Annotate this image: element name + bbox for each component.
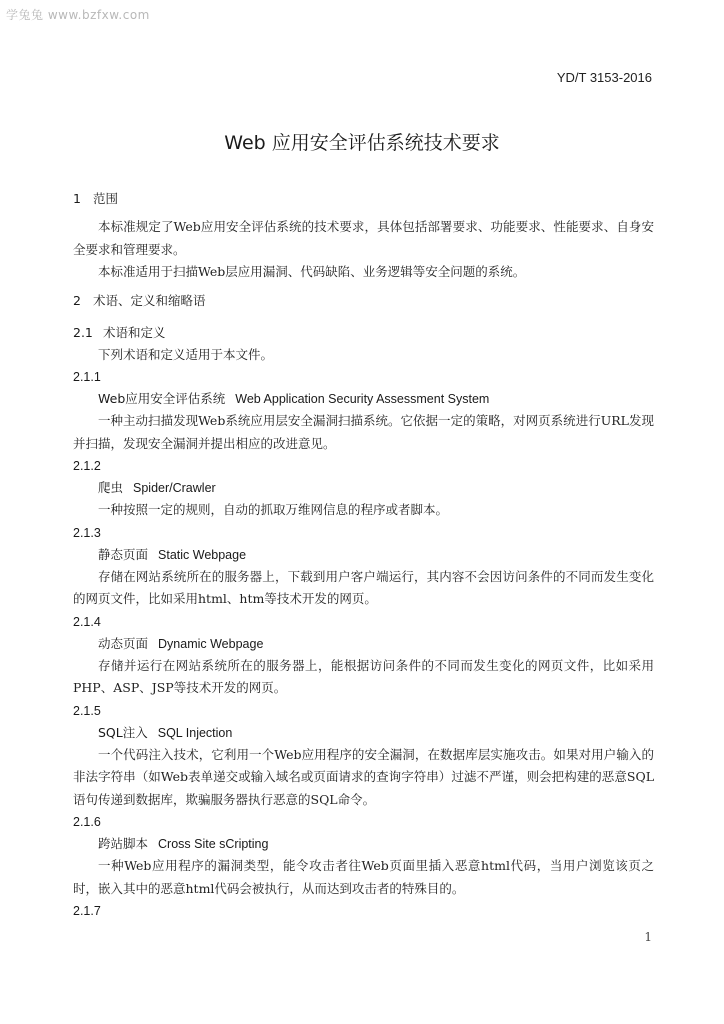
term-english-name: Web Application Security Assessment System bbox=[235, 392, 490, 406]
term-number: 2.1.1 bbox=[73, 370, 101, 384]
section-1-heading bbox=[73, 188, 654, 210]
term-english-name: Spider/Crawler bbox=[133, 481, 216, 495]
term-definition: 一种Web应用程序的漏洞类型，能令攻击者往Web页面里插入恶意html代码，当用户浏览该页之时，嵌入其中的恶意html代码会被执行，从而达到攻击者的特殊目的。 bbox=[73, 858, 654, 896]
document-code: YD/T 3153-2016 bbox=[556, 70, 652, 85]
term-chinese-name: Web应用安全评估系统 bbox=[98, 391, 226, 406]
term-heading bbox=[73, 833, 654, 855]
document-body bbox=[73, 188, 654, 922]
term-definition: 存储在网站系统所在的服务器上，下载到用户客户端运行，其内容不会因访问条件的不同而发生变化的网页文件，比如采用html、htm等技术开发的网页。 bbox=[73, 568, 654, 606]
term-chinese-name: SQL注入 bbox=[98, 724, 148, 740]
section-2-1-heading bbox=[73, 322, 654, 344]
section-1-paragraph-1: 本标准规定了Web应用安全评估系统的技术要求，具体包括部署要求、功能要求、性能要求、自身安全要求和管理要求。 bbox=[73, 219, 654, 257]
term-english-name: SQL Injection bbox=[157, 725, 233, 740]
term-english-name: Cross Site sCripting bbox=[158, 837, 269, 851]
term-english-name: Dynamic Webpage bbox=[158, 636, 264, 651]
section-2-heading bbox=[73, 290, 654, 312]
term-heading bbox=[73, 544, 654, 566]
section-title: 术语和定义 bbox=[103, 324, 166, 340]
page-title: Web 应用安全评估系统技术要求 bbox=[224, 132, 500, 154]
section-2-1-paragraph: 下列术语和定义适用于本文件。 bbox=[98, 346, 274, 362]
term-heading bbox=[73, 722, 654, 744]
section-1-paragraph-2: 本标准适用于扫描Web层应用漏洞、代码缺陷、业务逻辑等安全问题的系统。 bbox=[98, 264, 526, 279]
section-title: 范围 bbox=[93, 191, 119, 206]
term-definition: 存储并运行在网站系统所在的服务器上，能根据访问条件的不同而发生变化的网页文件，比如采用PHP、ASP、JSP等技术开发的网页。 bbox=[73, 657, 654, 695]
term-definition: 一种按照一定的规则，自动的抓取万维网信息的程序或者脚本。 bbox=[98, 502, 449, 517]
term-number: 2.1.3 bbox=[73, 525, 101, 540]
term-number: 2.1.7 bbox=[73, 904, 101, 918]
section-number: 1 bbox=[73, 191, 81, 206]
term-chinese-name: 跨站脚本 bbox=[98, 836, 149, 851]
term-number: 2.1.5 bbox=[73, 703, 101, 718]
term-chinese-name: 爬虫 bbox=[98, 480, 124, 495]
page-number: 1 bbox=[644, 930, 652, 944]
term-heading bbox=[73, 633, 654, 655]
watermark-text: 学兔兔 www.bzfxw.com bbox=[6, 8, 150, 22]
term-definition: 一个代码注入技术，它利用一个Web应用程序的安全漏洞，在数据库层实施攻击。如果对用户输入的非法字符串（如Web表单递交或输入域名或页面请求的查询字符串）过滤不严谨，则会把构建的恶意SQL语句传递到数据库，欺骗服务器执行恶意的SQL命令。 bbox=[73, 746, 654, 807]
term-number: 2.1.4 bbox=[73, 614, 101, 629]
term-chinese-name: 静态页面 bbox=[98, 546, 149, 562]
term-definition: 一种主动扫描发现Web系统应用层安全漏洞扫描系统。它依据一定的策略，对网页系统进行URL发现并扫描，发现安全漏洞并提出相应的改进意见。 bbox=[73, 413, 654, 451]
term-number: 2.1.6 bbox=[73, 815, 101, 829]
section-title: 术语、定义和缩略语 bbox=[93, 292, 206, 308]
section-number: 2 bbox=[73, 292, 81, 308]
term-heading bbox=[73, 388, 654, 410]
term-chinese-name: 动态页面 bbox=[98, 635, 149, 651]
section-number: 2.1 bbox=[73, 324, 93, 340]
term-heading bbox=[73, 477, 654, 499]
term-number: 2.1.2 bbox=[73, 459, 101, 473]
term-english-name: Static Webpage bbox=[158, 547, 247, 562]
